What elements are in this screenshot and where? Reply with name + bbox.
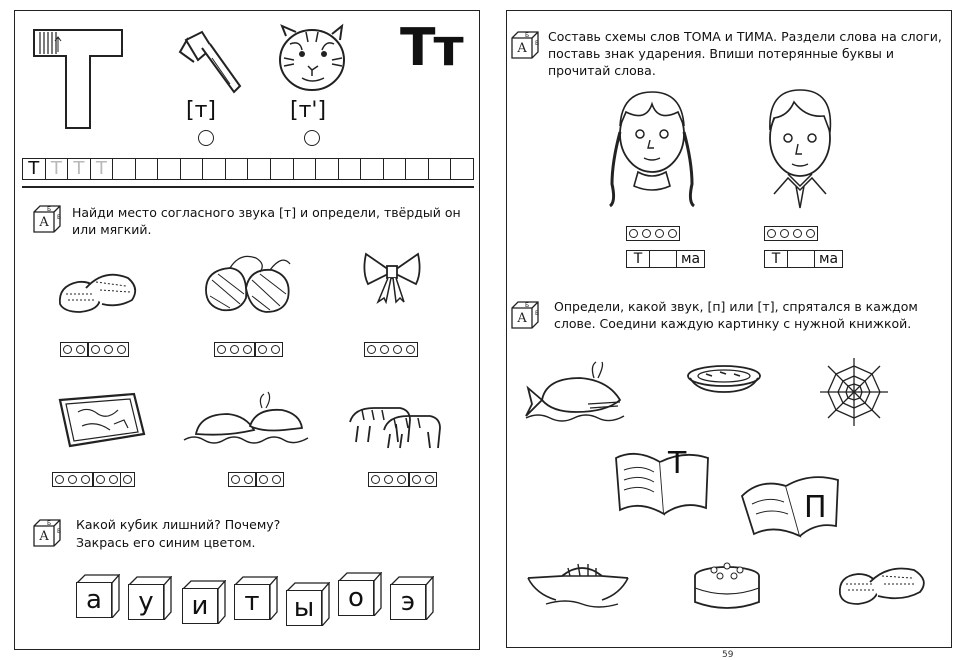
strip-cell bbox=[406, 159, 429, 179]
strip-cell: Т bbox=[68, 159, 91, 179]
cube-side-face bbox=[217, 580, 227, 624]
sound-cell[interactable] bbox=[228, 343, 241, 355]
tiger-head-picture bbox=[272, 22, 352, 96]
svg-text:В: В bbox=[57, 214, 62, 221]
letter-cube-face: и bbox=[182, 588, 218, 624]
task-word-schemes-text: Составь схемы слов ТОМА и ТИМА. Раздели слова на слоги, поставь знак ударения. Впиши потерянные буквы и прочитай слова. bbox=[548, 29, 942, 78]
strip-cell bbox=[429, 159, 452, 179]
sound-cell[interactable] bbox=[270, 473, 283, 485]
sound-cell[interactable] bbox=[765, 227, 778, 239]
sound-scheme-toma[interactable] bbox=[626, 226, 680, 241]
strip-cell bbox=[294, 159, 317, 179]
svg-text:Б: Б bbox=[47, 206, 52, 213]
sound-cell[interactable] bbox=[242, 473, 255, 485]
abc-cube-icon bbox=[510, 30, 540, 60]
sound-cell[interactable] bbox=[640, 227, 653, 239]
sound-scheme-tigers[interactable] bbox=[368, 472, 437, 487]
svg-text:А: А bbox=[39, 215, 49, 230]
strip-cell bbox=[384, 159, 407, 179]
letter-cube[interactable] bbox=[76, 574, 120, 618]
abc-cube-icon bbox=[510, 300, 540, 330]
svg-text:Б: Б bbox=[525, 32, 530, 39]
task-odd-cube-line2: Закрась его синим цветом. bbox=[76, 535, 256, 550]
missing-letter-cell[interactable] bbox=[650, 251, 677, 267]
letter-cube-face: э bbox=[390, 584, 426, 620]
word-box-tima[interactable] bbox=[764, 250, 843, 268]
letter-cube-face: т bbox=[234, 584, 270, 620]
bast-shoes-picture bbox=[200, 250, 296, 320]
svg-text:А: А bbox=[517, 41, 527, 56]
strip-cell bbox=[181, 159, 204, 179]
strip-cell bbox=[226, 159, 249, 179]
strip-cell: Т bbox=[22, 159, 46, 179]
letter-pair-title: Тт bbox=[400, 18, 462, 78]
tigers-picture bbox=[344, 392, 444, 450]
svg-text:В: В bbox=[535, 310, 540, 317]
book-p-picture[interactable] bbox=[738, 468, 844, 540]
sound-cell[interactable] bbox=[269, 343, 282, 355]
strip-cell bbox=[203, 159, 226, 179]
book-letter-t: Т bbox=[668, 446, 687, 481]
letter-cube-face: а bbox=[76, 582, 112, 618]
cube-side-face bbox=[373, 572, 383, 616]
task-odd-cube-line1: Какой кубик лишний? Почему? bbox=[76, 517, 281, 532]
sound-soft-t: [т'] bbox=[290, 98, 327, 123]
sound-cell[interactable] bbox=[53, 473, 66, 485]
sound-cell[interactable] bbox=[229, 473, 242, 485]
svg-text:А: А bbox=[517, 311, 527, 326]
svg-text:Б: Б bbox=[47, 520, 52, 527]
sound-circle-soft[interactable] bbox=[304, 130, 320, 146]
svg-text:Б: Б bbox=[525, 302, 530, 309]
whale-picture bbox=[524, 360, 628, 422]
boy-tima-picture bbox=[754, 82, 846, 210]
soup-plate-picture bbox=[684, 362, 764, 396]
letter-cube[interactable] bbox=[338, 572, 382, 616]
sound-cell[interactable] bbox=[627, 227, 640, 239]
letter-cube[interactable] bbox=[182, 580, 226, 624]
cube-side-face bbox=[321, 582, 331, 626]
strip-cell bbox=[136, 159, 159, 179]
strip-cell: Т bbox=[46, 159, 69, 179]
sound-cell[interactable] bbox=[410, 473, 423, 485]
sound-cell[interactable] bbox=[89, 343, 102, 355]
strip-cell bbox=[361, 159, 384, 179]
strip-cell bbox=[158, 159, 181, 179]
task-find-sound-text: Найди место согласного звука [т] и определи, твёрдый он или мягкий. bbox=[72, 205, 461, 237]
sound-cell[interactable] bbox=[79, 473, 92, 485]
letter-cube[interactable] bbox=[390, 576, 434, 620]
sound-cell[interactable] bbox=[241, 343, 254, 355]
sound-scheme-whales[interactable] bbox=[228, 472, 284, 487]
letter-cube-face: у bbox=[128, 584, 164, 620]
big-letter-t-outline bbox=[30, 28, 126, 132]
section-divider bbox=[22, 186, 474, 188]
cube-side-face bbox=[425, 576, 435, 620]
strip-cell: Т bbox=[91, 159, 114, 179]
abc-cube-icon bbox=[32, 204, 62, 234]
sound-scheme-slippers[interactable] bbox=[60, 342, 129, 357]
letter-cube-face: о bbox=[338, 580, 374, 616]
svg-text:А: А bbox=[39, 529, 49, 544]
sound-cell[interactable] bbox=[382, 473, 395, 485]
sound-circle-hard[interactable] bbox=[198, 130, 214, 146]
letter-writing-strip[interactable] bbox=[22, 158, 474, 180]
whales-picture bbox=[182, 390, 312, 452]
strip-cell bbox=[339, 159, 362, 179]
letter-cube[interactable] bbox=[234, 576, 278, 620]
strip-cell bbox=[113, 159, 136, 179]
book-t-picture[interactable] bbox=[612, 448, 714, 520]
girl-tanya-picture bbox=[598, 82, 706, 208]
strip-cell bbox=[451, 159, 474, 179]
sound-cell[interactable] bbox=[61, 343, 74, 355]
sound-hard-t: [т] bbox=[186, 98, 216, 123]
sound-cell[interactable] bbox=[395, 473, 408, 485]
word-letter-cell: ма bbox=[681, 251, 701, 267]
bow-picture bbox=[360, 248, 424, 304]
letter-cube[interactable] bbox=[128, 576, 172, 620]
strip-cell bbox=[316, 159, 339, 179]
sound-scheme-bast-shoes[interactable] bbox=[214, 342, 283, 357]
sound-cell[interactable] bbox=[666, 227, 679, 239]
sound-scheme-picture[interactable] bbox=[52, 472, 135, 487]
framed-map-picture bbox=[54, 390, 150, 450]
word-box-toma[interactable] bbox=[626, 250, 705, 268]
sound-cell[interactable] bbox=[107, 473, 120, 485]
slippers-right-picture bbox=[836, 560, 932, 608]
page-number: 59 bbox=[722, 650, 734, 660]
word-letter-cell: ма bbox=[819, 251, 839, 267]
axe-picture bbox=[172, 26, 242, 98]
sound-cell[interactable] bbox=[378, 343, 391, 355]
sound-cell[interactable] bbox=[653, 227, 666, 239]
sound-cell[interactable] bbox=[369, 473, 382, 485]
task-match-books-text: Определи, какой звук, [п] или [т], спрятался в каждом слове. Соедини каждую картинку с нужной книжкой. bbox=[554, 299, 918, 331]
cube-side-face bbox=[163, 576, 173, 620]
word-letter-cell: Т bbox=[627, 251, 650, 267]
bridge-picture bbox=[526, 556, 630, 608]
cake-picture bbox=[690, 558, 764, 616]
sound-cell[interactable] bbox=[74, 343, 87, 355]
cube-side-face bbox=[269, 576, 279, 620]
strip-cell bbox=[248, 159, 271, 179]
sound-cell[interactable] bbox=[121, 473, 134, 485]
abc-cube-icon bbox=[32, 518, 62, 548]
sound-cell[interactable] bbox=[94, 473, 107, 485]
sound-scheme-bow[interactable] bbox=[364, 342, 418, 357]
sound-cell[interactable] bbox=[365, 343, 378, 355]
sound-cell[interactable] bbox=[391, 343, 404, 355]
sound-cell[interactable] bbox=[257, 473, 270, 485]
sound-cell[interactable] bbox=[215, 343, 228, 355]
sound-cell[interactable] bbox=[778, 227, 791, 239]
letter-cube[interactable] bbox=[286, 582, 330, 626]
svg-text:В: В bbox=[535, 40, 540, 47]
strip-cell bbox=[271, 159, 294, 179]
sound-cell[interactable] bbox=[791, 227, 804, 239]
sound-cell[interactable] bbox=[804, 227, 817, 239]
cube-side-face bbox=[111, 574, 121, 618]
svg-text:В: В bbox=[57, 528, 62, 535]
sound-cell[interactable] bbox=[404, 343, 417, 355]
book-letter-p: П bbox=[804, 490, 827, 525]
sound-cell[interactable] bbox=[102, 343, 115, 355]
word-letter-cell: Т bbox=[765, 251, 788, 267]
slippers-picture bbox=[56, 264, 140, 320]
letter-cube-face: ы bbox=[286, 590, 322, 626]
sound-cell[interactable] bbox=[423, 473, 436, 485]
sound-cell[interactable] bbox=[256, 343, 269, 355]
sound-cell[interactable] bbox=[66, 473, 79, 485]
spider-web-picture bbox=[818, 356, 890, 428]
sound-scheme-tima[interactable] bbox=[764, 226, 818, 241]
missing-letter-cell[interactable] bbox=[788, 251, 815, 267]
sound-cell[interactable] bbox=[115, 343, 128, 355]
